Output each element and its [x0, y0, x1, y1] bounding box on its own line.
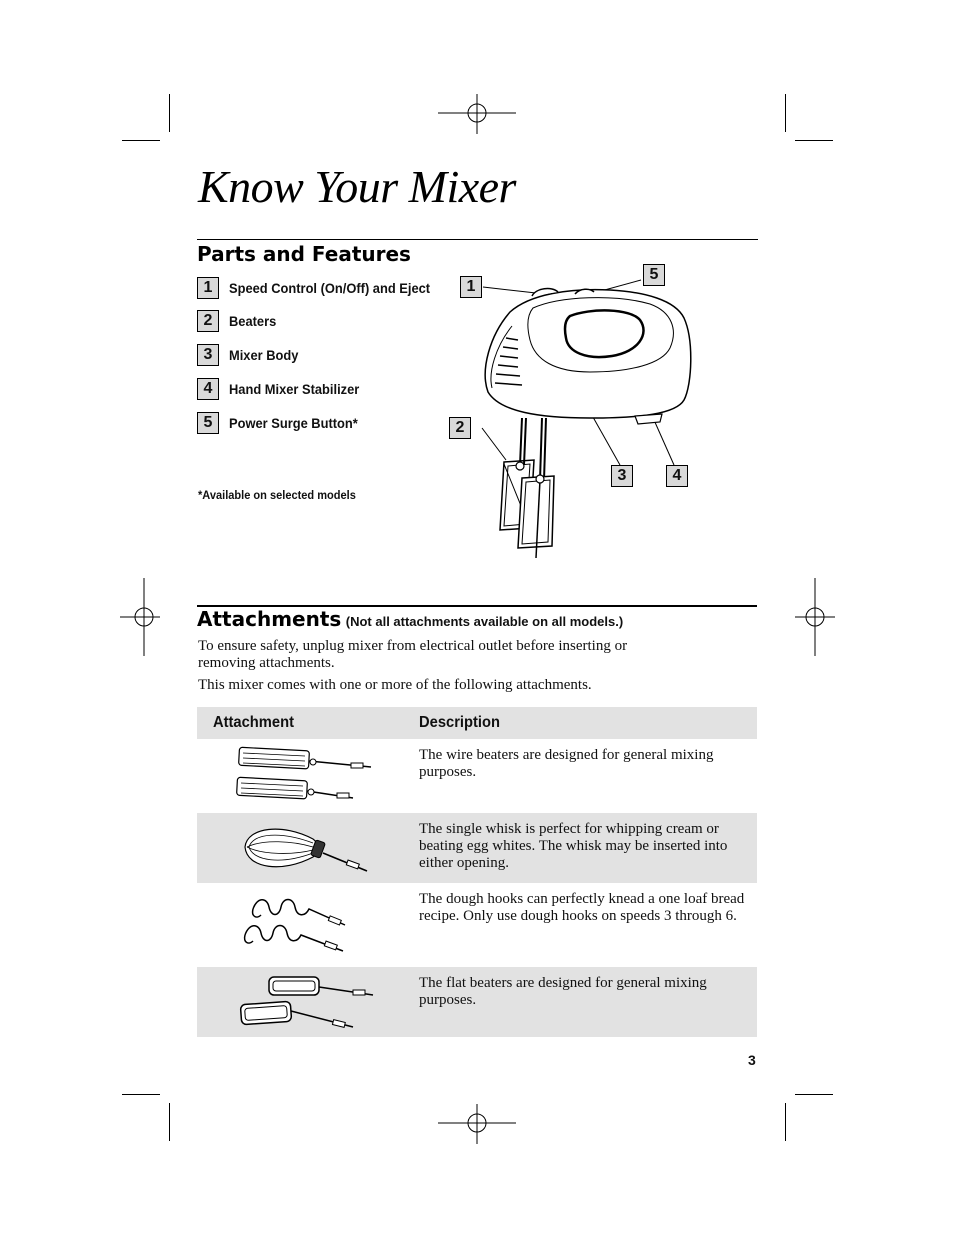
part-item [197, 276, 448, 300]
table-row [197, 739, 757, 813]
registration-mark [438, 94, 516, 134]
registration-mark [120, 578, 160, 656]
attachment-description: The dough hooks can perfectly knead a one loaf bread recipe. Only use dough hooks on speeds 3 through 6. [419, 891, 745, 924]
availability-footnote: *Available on selected models [198, 488, 356, 502]
part-number: 3 [197, 344, 219, 366]
intro-paragraph: This mixer comes with one or more of the following attachments. [198, 677, 592, 693]
crop-mark [122, 140, 160, 141]
part-number: 5 [197, 412, 219, 434]
crop-mark [169, 1103, 170, 1141]
part-item [197, 411, 369, 435]
table-row [197, 967, 757, 1037]
table-row [197, 813, 757, 883]
crop-mark [785, 1103, 786, 1141]
crop-mark [795, 1094, 833, 1095]
part-number: 1 [197, 277, 219, 299]
attachments-subheading: (Not all attachments available on all models.) [345, 614, 624, 629]
registration-mark [795, 578, 835, 656]
section-rule [197, 239, 758, 240]
part-label: Speed Control (On/Off) and Eject [229, 280, 431, 296]
attachments-heading-row [197, 607, 623, 631]
crop-mark [122, 1094, 160, 1095]
crop-mark [785, 94, 786, 132]
crop-mark [795, 140, 833, 141]
callout-2: 2 [449, 417, 471, 439]
part-label: Mixer Body [229, 347, 299, 363]
part-number: 2 [197, 310, 219, 332]
attachments-heading: Attachments [197, 607, 342, 631]
single-whisk-illustration [233, 817, 383, 879]
attachment-description: The single whisk is perfect for whipping cream or beating egg whites. The whisk may be inserted into either opening. [419, 821, 728, 871]
column-header-description: Description [419, 714, 500, 731]
callout-5: 5 [643, 264, 665, 286]
dough-hooks-illustration [233, 889, 383, 961]
safety-paragraph: To ensure safety, unplug mixer from electrical outlet before inserting or removing attachments. [198, 638, 628, 671]
part-label: Power Surge Button* [229, 415, 358, 431]
part-label: Hand Mixer Stabilizer [229, 381, 360, 397]
page-number: 3 [748, 1052, 756, 1068]
part-item [197, 343, 304, 367]
callout-1: 1 [460, 276, 482, 298]
flat-beaters-illustration [233, 969, 383, 1035]
page-title: Know Your Mixer [198, 161, 516, 212]
hand-mixer-illustration [440, 260, 700, 570]
table-header [197, 707, 757, 739]
part-item [197, 309, 280, 333]
crop-mark [169, 94, 170, 132]
part-number: 4 [197, 378, 219, 400]
attachment-description: The flat beaters are designed for general mixing purposes. [419, 975, 707, 1008]
parts-features-heading: Parts and Features [197, 242, 411, 266]
registration-mark [438, 1104, 516, 1144]
attachment-description: The wire beaters are designed for general mixing purposes. [419, 747, 714, 780]
column-header-attachment: Attachment [213, 714, 294, 731]
callout-3: 3 [611, 465, 633, 487]
table-row [197, 883, 757, 967]
wire-beaters-illustration [233, 743, 383, 809]
callout-4: 4 [666, 465, 688, 487]
part-label: Beaters [229, 313, 277, 329]
part-item [197, 377, 371, 401]
